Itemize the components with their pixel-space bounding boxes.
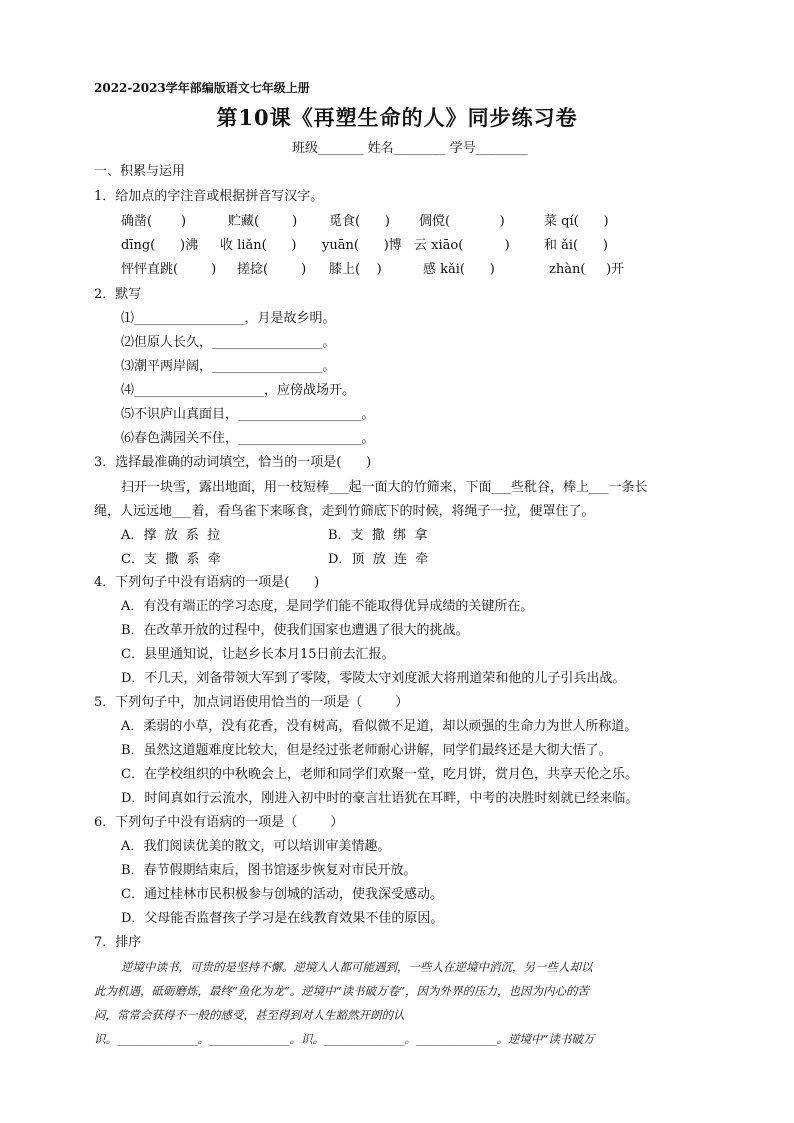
q1-item: 和 ǎi( ) bbox=[544, 238, 608, 253]
q1-item: 贮藏( ) bbox=[228, 214, 298, 229]
q2-item: ⑹春色满园关不住，___________________。 bbox=[121, 431, 375, 446]
q1-item: dīng( )沸 bbox=[121, 238, 199, 253]
q2-item: ⑵但原人长久，_________________。 bbox=[121, 335, 336, 350]
question-2-stem: 2．默写 bbox=[94, 287, 142, 302]
q4-option: B．在改革开放的过程中，使我们国家也遭遇了很大的挑战。 bbox=[121, 623, 469, 638]
q1-item: 倜傥( ) bbox=[419, 214, 505, 229]
q3-option: D．顶 放 连 牵 bbox=[328, 552, 429, 567]
page-title: 第10课《再塑生命的人》同步练习卷 bbox=[216, 105, 578, 130]
q3-passage-line: 绳，人远远地___着，看鸟雀下来啄食，走到竹筛底下的时候，将绳子一拉，便罩住了。 bbox=[94, 504, 595, 519]
q1-item: yuān( )博 bbox=[322, 238, 402, 253]
q3-passage-line: 扫开一块雪，露出地面，用一枝短棒___起一面大的竹筛来，下面___些秕谷，棒上___一条长 bbox=[121, 480, 648, 495]
q1-item: 搓捻( ) bbox=[237, 262, 307, 277]
question-3-stem: 3．选择最准确的动词填空，恰当的一项是( ) bbox=[94, 455, 372, 470]
q1-item: 感 kǎi( ) bbox=[423, 262, 495, 277]
q1-item: 膝上( ) bbox=[329, 262, 382, 277]
q2-item: ⑸不识庐山真面目，___________________。 bbox=[121, 407, 375, 422]
question-4-stem: 4．下列句子中没有语病的一项是( ) bbox=[94, 575, 320, 590]
q1-item: 觅食( ) bbox=[329, 214, 390, 229]
q5-option: B．虽然这道题难度比较大，但是经过张老师耐心讲解，同学们最终还是大彻大悟了。 bbox=[121, 743, 612, 758]
q1-item: zhàn( )开 bbox=[549, 262, 625, 277]
q6-option: C．通过桂林市民积极参与创城的活动，使我深受感动。 bbox=[121, 887, 443, 902]
q5-option: D．时间真如行云流水，刚进入初中时的豪言壮语犹在耳畔，中考的决胜时刻就已经来临。 bbox=[121, 791, 639, 806]
student-info-line: 班级_______ 姓名________ 学号________ bbox=[292, 141, 528, 156]
question-7-stem: 7．排序 bbox=[94, 935, 142, 950]
q6-option: A．我们阅读优美的散文，可以培训审美情趣。 bbox=[121, 839, 391, 854]
q3-option: B．支 撒 绑 拿 bbox=[328, 528, 428, 543]
q5-option: A．柔弱的小草，没有花香，没有树高，看似微不足道，却以顽强的生命力为世人所称道。 bbox=[121, 719, 638, 734]
section-heading: 一、积累与运用 bbox=[94, 164, 186, 179]
q2-item: ⑷____________________，应傍战场开。 bbox=[121, 383, 356, 398]
q7-text-line: 闷，常常会获得不一般的感受，甚至得到对人生豁然开朗的认 bbox=[94, 1008, 405, 1022]
exam-series-line: 2022-2023学年部编版语文七年级上册 bbox=[94, 81, 310, 95]
q1-item: 确凿( ) bbox=[121, 214, 187, 229]
q5-option: C．在学校组织的中秋晚会上，老师和同学们欢聚一堂，吃月饼，赏月色，共享天伦之乐。 bbox=[121, 767, 638, 782]
q1-item: 收 liǎn( ) bbox=[220, 238, 297, 253]
q1-item: 怦怦直跳( ) bbox=[121, 262, 217, 277]
question-6-stem: 6．下列句子中没有语病的一项是（ ） bbox=[94, 815, 344, 830]
q3-option: A．撑 放 系 拉 bbox=[121, 528, 221, 543]
q4-option: A．有没有端正的学习态度，是同学们能不能取得优异成绩的关键所在。 bbox=[121, 599, 534, 614]
question-5-stem: 5．下列句子中，加点词语使用恰当的一项是（ ） bbox=[94, 695, 409, 710]
q7-text-line: 识。______________。______________。识。______________。______________。逆境中“读书破万 bbox=[94, 1032, 595, 1046]
question-1-stem: 1．给加点的字注音或根据拼音写汉字。 bbox=[94, 189, 324, 204]
q7-text-line: 此为机遇，砥砺磨炼，最终“鱼化为龙”。逆境中“读书破万卷”，因为外界的压力，也因为内心的苦 bbox=[94, 984, 590, 998]
q4-option: D．不几天，刘备带领大军到了零陵，零陵太守刘度派大将刑道荣和他的儿子引兵出战。 bbox=[121, 671, 626, 686]
q6-option: B．春节假期结束后，图书馆逐步恢复对市民开放。 bbox=[121, 863, 417, 878]
q7-text-line: 逆境中读书，可贵的是坚持不懈。逆境人人都可能遇到，一些人在逆境中消沉，另一些人却以 bbox=[121, 960, 593, 974]
q2-item: ⑶潮平两岸阔，_________________。 bbox=[121, 359, 336, 374]
q6-option: D．父母能否监督孩子学习是在线教育效果不佳的原因。 bbox=[121, 911, 444, 926]
q2-item: ⑴_________________，月是故乡明。 bbox=[121, 311, 336, 326]
q4-option: C．县里通知说，让赵乡长本月15日前去汇报。 bbox=[121, 647, 395, 662]
q1-item: 云 xiāo( ) bbox=[414, 238, 510, 253]
q1-item: 菜 qí( ) bbox=[544, 214, 609, 229]
q3-option: C．支 撒 系 牵 bbox=[121, 552, 221, 567]
